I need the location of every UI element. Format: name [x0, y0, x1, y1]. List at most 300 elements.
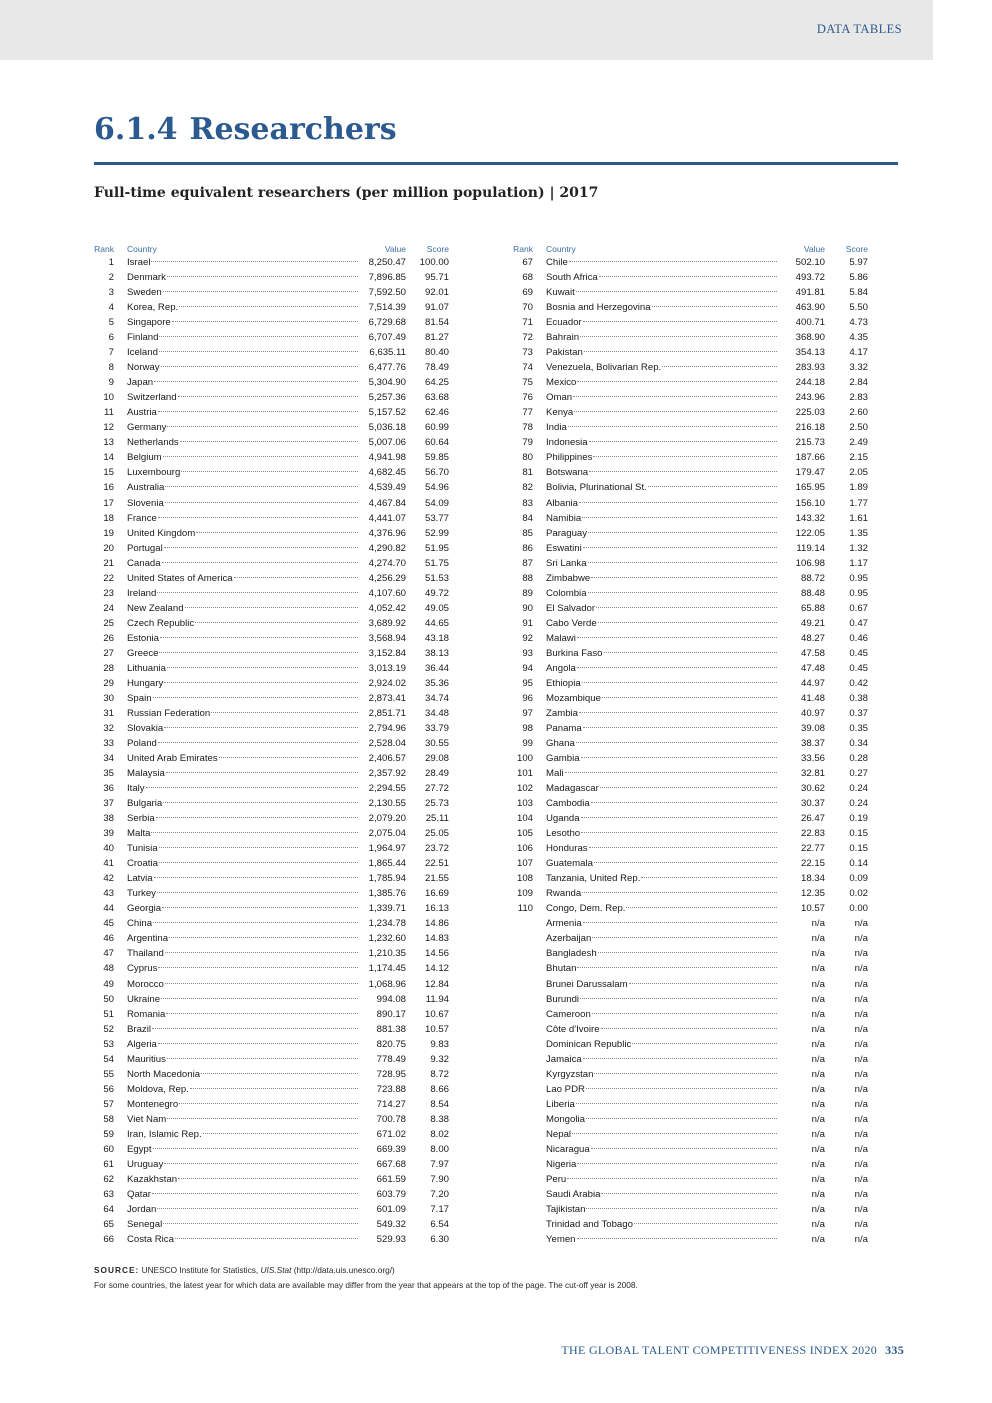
row-country: Chile — [546, 257, 568, 268]
row-rank: 32 — [103, 722, 114, 734]
table-row — [513, 1022, 868, 1037]
row-country: Pakistan — [546, 347, 583, 359]
row-value: n/a — [811, 978, 825, 990]
row-country-cell — [546, 1037, 777, 1052]
row-rank: 91 — [522, 617, 533, 629]
row-country: France — [127, 512, 157, 524]
row-value: 88.72 — [800, 572, 825, 584]
row-score: 81.27 — [424, 332, 449, 344]
row-rank — [513, 1172, 533, 1187]
row-score: 16.69 — [424, 888, 449, 900]
dot-leader — [569, 261, 777, 262]
dot-leader — [159, 336, 358, 337]
row-rank: 38 — [103, 813, 114, 825]
row-score: 92.01 — [424, 287, 449, 299]
row-score: 7.97 — [430, 1158, 449, 1170]
table-row — [513, 676, 868, 691]
row-value: 3,568.94 — [368, 632, 406, 644]
row-country-cell — [127, 330, 358, 345]
row-value: 601.09 — [376, 1203, 406, 1215]
row-country-cell — [127, 345, 358, 360]
row-country-cell — [546, 1232, 777, 1247]
table-row — [513, 1202, 868, 1217]
row-country: Armenia — [546, 918, 582, 930]
row-value: 88.48 — [800, 587, 825, 599]
dot-leader — [588, 532, 777, 533]
row-rank: 80 — [522, 452, 533, 464]
dot-leader — [201, 1073, 358, 1074]
table-row — [513, 541, 868, 556]
row-score: 33.79 — [424, 722, 449, 734]
row-country: Tunisia — [127, 843, 158, 855]
row-rank: 30 — [103, 692, 114, 704]
table-row — [513, 450, 868, 465]
row-country-cell — [127, 856, 358, 871]
dot-leader — [586, 1118, 777, 1119]
page-footer — [561, 1343, 904, 1358]
row-value: 12.35 — [800, 888, 825, 900]
row-value: 143.32 — [795, 512, 825, 524]
row-value: n/a — [811, 1083, 825, 1095]
dot-leader — [158, 1043, 358, 1044]
row-score: n/a — [854, 993, 868, 1005]
row-score: 2.05 — [849, 467, 868, 479]
table-row — [513, 330, 868, 345]
row-country-cell — [546, 1082, 777, 1097]
row-score: 0.45 — [849, 662, 868, 674]
row-country-cell — [546, 841, 777, 856]
dot-leader — [153, 922, 358, 923]
row-score: 59.85 — [424, 452, 449, 464]
table-row — [513, 661, 868, 676]
table-row — [513, 390, 868, 405]
row-score: 0.14 — [849, 858, 868, 870]
row-rank: 77 — [522, 407, 533, 419]
row-value: 44.97 — [800, 677, 825, 689]
footer-title: THE GLOBAL TALENT COMPETITIVENESS INDEX 2020 — [561, 1343, 878, 1357]
table-row — [513, 631, 868, 646]
dot-leader — [163, 1223, 358, 1224]
dot-leader — [632, 1043, 777, 1044]
row-country-cell — [546, 616, 777, 631]
dot-leader — [592, 1013, 777, 1014]
row-rank: 96 — [522, 692, 533, 704]
dot-leader — [572, 1133, 777, 1134]
row-rank: 51 — [103, 1008, 114, 1020]
row-rank: 6 — [108, 332, 114, 344]
row-rank: 65 — [103, 1219, 114, 1230]
row-country: Algeria — [127, 1038, 157, 1050]
row-rank: 1 — [108, 257, 114, 268]
row-score: 0.38 — [849, 692, 868, 704]
row-country: Ireland — [127, 587, 157, 599]
row-score: 52.99 — [424, 527, 449, 539]
row-score: n/a — [854, 1113, 868, 1125]
row-score: 0.45 — [849, 647, 868, 659]
row-country: Uganda — [546, 813, 580, 825]
row-country-cell — [127, 571, 358, 586]
row-score: 38.13 — [424, 647, 449, 659]
table-row — [94, 661, 449, 676]
row-country-cell — [127, 1172, 358, 1187]
table-row — [94, 345, 449, 360]
row-country-cell — [546, 826, 777, 841]
row-country: Lao PDR — [546, 1083, 585, 1095]
row-country-cell — [127, 661, 358, 676]
table-row — [94, 1187, 449, 1202]
dot-leader — [576, 742, 777, 743]
dot-leader — [158, 742, 358, 743]
dot-leader — [179, 306, 358, 307]
row-country-cell — [127, 541, 358, 556]
row-rank: 94 — [522, 662, 533, 674]
row-country: Iran, Islamic Rep. — [127, 1128, 202, 1140]
row-score: 56.70 — [424, 467, 449, 479]
dot-leader — [203, 1133, 358, 1134]
table-column-right — [513, 243, 868, 1247]
dot-leader — [164, 547, 358, 548]
row-score: 7.17 — [430, 1203, 449, 1215]
row-score: 0.35 — [849, 722, 868, 734]
row-score: 22.51 — [424, 858, 449, 870]
row-value: 493.72 — [795, 272, 825, 284]
row-country-cell — [546, 586, 777, 601]
row-country: Azerbaijan — [546, 933, 592, 945]
row-score: 9.83 — [430, 1038, 449, 1050]
row-rank: 31 — [103, 707, 114, 719]
row-score: 25.73 — [424, 798, 449, 810]
row-score: n/a — [854, 1234, 868, 1246]
row-country: Russian Federation — [127, 707, 211, 719]
row-country-cell — [546, 571, 777, 586]
table-row — [513, 1217, 868, 1232]
header-value: Value — [803, 244, 825, 254]
row-rank — [513, 1187, 533, 1202]
row-rank: 26 — [103, 632, 114, 644]
row-country-cell — [127, 1097, 358, 1112]
row-rank: 108 — [516, 873, 533, 885]
row-rank: 40 — [103, 843, 114, 855]
row-rank: 73 — [522, 347, 533, 359]
dot-leader — [181, 471, 358, 472]
row-value: 820.75 — [376, 1038, 406, 1050]
row-score: 54.09 — [424, 497, 449, 509]
table-row — [513, 270, 868, 285]
table-row — [94, 871, 449, 886]
row-country: Tajikistan — [546, 1203, 586, 1215]
row-value: 165.95 — [795, 482, 825, 494]
row-country-cell — [127, 1112, 358, 1127]
row-country: Serbia — [127, 813, 155, 825]
row-value: n/a — [811, 1173, 825, 1185]
dot-leader — [598, 952, 777, 953]
row-value: 30.37 — [800, 798, 825, 810]
row-country-cell — [127, 841, 358, 856]
row-score: n/a — [854, 1008, 868, 1020]
row-country: Morocco — [127, 978, 164, 990]
row-value: 2,794.96 — [368, 722, 406, 734]
row-score: 0.24 — [849, 798, 868, 810]
row-rank: 107 — [516, 858, 533, 870]
row-value: 700.78 — [376, 1113, 406, 1125]
row-country: United Arab Emirates — [127, 753, 218, 765]
row-score: 10.57 — [424, 1023, 449, 1035]
dot-leader — [154, 381, 358, 382]
row-value: n/a — [811, 1234, 825, 1246]
row-score: n/a — [854, 1158, 868, 1170]
row-country: New Zealand — [127, 602, 184, 614]
row-rank: 29 — [103, 677, 114, 689]
dot-leader — [160, 637, 358, 638]
dot-leader — [157, 892, 358, 893]
table-row — [513, 435, 868, 450]
row-score: n/a — [854, 1068, 868, 1080]
row-score: 0.47 — [849, 617, 868, 629]
row-value: 22.15 — [800, 858, 825, 870]
table-row — [513, 856, 868, 871]
dot-leader — [579, 712, 777, 713]
row-rank — [513, 1232, 533, 1247]
row-value: 4,107.60 — [368, 587, 406, 599]
dot-leader — [634, 1223, 777, 1224]
row-score: 14.56 — [424, 948, 449, 960]
row-country-cell — [546, 796, 777, 811]
row-score: 0.09 — [849, 873, 868, 885]
table-row — [513, 496, 868, 511]
dot-leader — [577, 637, 777, 638]
row-country-cell — [546, 1007, 777, 1022]
row-rank — [513, 992, 533, 1007]
row-value: 728.95 — [376, 1068, 406, 1080]
row-country: Thailand — [127, 948, 164, 960]
header-country: Country — [546, 244, 576, 254]
row-value: 5,257.36 — [368, 392, 406, 404]
row-country: Eswatini — [546, 542, 582, 554]
dot-leader — [589, 441, 777, 442]
row-rank: 28 — [103, 662, 114, 674]
row-score: 4.35 — [849, 332, 868, 344]
table-row — [94, 1112, 449, 1127]
row-value: n/a — [811, 1128, 825, 1140]
row-value: 5,304.90 — [368, 377, 406, 389]
row-country-cell — [127, 992, 358, 1007]
table-row — [94, 1217, 449, 1232]
row-value: 41.48 — [800, 692, 825, 704]
dot-leader — [161, 998, 358, 999]
row-rank: 41 — [103, 858, 114, 870]
row-country-cell — [546, 360, 777, 375]
table-row — [513, 811, 868, 826]
table-row — [513, 300, 868, 315]
row-country-cell — [546, 1187, 777, 1202]
row-country: Brazil — [127, 1023, 151, 1035]
row-score: 16.13 — [424, 903, 449, 915]
row-country-cell — [546, 315, 777, 330]
row-country: Nigeria — [546, 1158, 577, 1170]
row-score: 7.20 — [430, 1188, 449, 1200]
row-country-cell — [127, 1217, 358, 1232]
row-rank: 36 — [103, 783, 114, 795]
row-value: 1,865.44 — [368, 858, 406, 870]
row-country-cell — [127, 1232, 358, 1247]
dot-leader — [158, 411, 358, 412]
dot-leader — [583, 321, 777, 322]
row-rank: 37 — [103, 798, 114, 810]
row-country-cell — [127, 511, 358, 526]
table-row — [94, 330, 449, 345]
table-row — [94, 1067, 449, 1082]
row-country-cell — [127, 946, 358, 961]
table-row — [94, 1202, 449, 1217]
row-rank — [513, 1082, 533, 1097]
row-country-cell — [127, 375, 358, 390]
row-rank: 20 — [103, 542, 114, 554]
row-score: n/a — [854, 948, 868, 960]
dot-leader — [158, 517, 358, 518]
row-rank: 46 — [103, 933, 114, 945]
row-country-cell — [546, 345, 777, 360]
row-country-cell — [546, 435, 777, 450]
source-text: UNESCO Institute for Statistics, — [141, 1265, 259, 1275]
row-country-cell — [127, 1127, 358, 1142]
row-country: United States of America — [127, 572, 233, 584]
header-score: Score — [845, 244, 868, 254]
row-score: 2.15 — [849, 452, 868, 464]
row-country-cell — [127, 961, 358, 976]
row-rank: 47 — [103, 948, 114, 960]
dot-leader — [165, 952, 358, 953]
dot-leader — [167, 426, 358, 427]
row-rank: 103 — [516, 798, 533, 810]
row-value: n/a — [811, 963, 825, 975]
row-country-cell — [127, 601, 358, 616]
row-score: 0.24 — [849, 783, 868, 795]
source-url: (http://data.uis.unesco.org/) — [293, 1265, 395, 1275]
row-rank — [513, 1127, 533, 1142]
dot-leader — [596, 607, 777, 608]
row-country-cell — [546, 811, 777, 826]
row-value: n/a — [811, 918, 825, 930]
row-rank — [513, 1067, 533, 1082]
row-value: n/a — [811, 1188, 825, 1200]
row-score: 49.05 — [424, 602, 449, 614]
dot-leader — [579, 502, 777, 503]
row-country-cell — [546, 270, 777, 285]
row-country-cell — [546, 526, 777, 541]
row-country: Qatar — [127, 1188, 151, 1200]
row-rank: 4 — [108, 302, 114, 314]
row-value: 994.08 — [376, 993, 406, 1005]
dot-leader — [163, 456, 358, 457]
header-rank: Rank — [94, 244, 114, 254]
row-rank: 58 — [103, 1113, 114, 1125]
dot-leader — [582, 892, 777, 893]
row-rank: 24 — [103, 602, 114, 614]
row-country: Malawi — [546, 632, 576, 644]
dot-leader — [604, 652, 777, 653]
row-score: 78.49 — [424, 362, 449, 374]
dot-leader — [565, 772, 777, 773]
table-row — [513, 1232, 868, 1247]
row-country: Austria — [127, 407, 157, 419]
row-country: Slovakia — [127, 722, 164, 734]
table-row — [513, 465, 868, 480]
row-score: 51.75 — [424, 557, 449, 569]
page-title — [94, 112, 397, 147]
row-rank: 54 — [103, 1053, 114, 1065]
table-row — [513, 1082, 868, 1097]
dot-leader — [219, 757, 358, 758]
row-score: 25.11 — [425, 813, 449, 825]
row-score: 60.99 — [424, 422, 449, 434]
table-row — [513, 961, 868, 976]
row-country: Czech Republic — [127, 617, 195, 629]
row-score: 8.66 — [430, 1083, 449, 1095]
row-score: 1.35 — [849, 527, 868, 539]
row-country: Ghana — [546, 738, 575, 749]
row-country: Saudi Arabia — [546, 1188, 601, 1200]
row-country-cell — [127, 977, 358, 992]
dot-leader — [652, 306, 777, 307]
table-row — [513, 1172, 868, 1187]
row-country: Slovenia — [127, 497, 164, 509]
row-country-cell — [127, 1157, 358, 1172]
row-country-cell — [127, 300, 358, 315]
row-rank: 18 — [103, 512, 114, 524]
table-row — [513, 796, 868, 811]
row-rank: 87 — [522, 557, 533, 569]
row-score: 2.49 — [849, 437, 868, 449]
row-rank — [513, 1052, 533, 1067]
row-country-cell — [546, 1202, 777, 1217]
row-score: 2.50 — [849, 422, 868, 434]
row-value: 179.47 — [795, 467, 825, 479]
row-country-cell — [127, 420, 358, 435]
dot-leader — [602, 697, 777, 698]
row-country: Dominican Republic — [546, 1038, 632, 1050]
row-score: 0.95 — [849, 587, 868, 599]
row-value: 4,941.98 — [368, 452, 406, 464]
row-country: Panama — [546, 722, 582, 734]
table-row — [513, 977, 868, 992]
row-country: Jamaica — [546, 1053, 582, 1065]
dot-leader — [172, 321, 358, 322]
table-row — [94, 781, 449, 796]
row-value: 33.56 — [800, 753, 825, 765]
dot-leader — [178, 1178, 358, 1179]
row-country: Ecuador — [546, 317, 582, 329]
table-row — [94, 901, 449, 916]
row-rank: 101 — [516, 768, 533, 780]
table-row — [513, 586, 868, 601]
row-country-cell — [127, 556, 358, 571]
row-country-cell — [546, 390, 777, 405]
dot-leader — [151, 832, 358, 833]
dot-leader — [164, 727, 358, 728]
row-country: Albania — [546, 497, 579, 509]
dot-leader — [589, 847, 777, 848]
row-country: Montenegro — [127, 1098, 179, 1110]
row-score: 28.49 — [424, 768, 449, 780]
dot-leader — [591, 802, 777, 803]
row-country: Mexico — [546, 377, 577, 389]
table-row — [94, 766, 449, 781]
dot-leader — [169, 937, 358, 938]
row-value: 1,964.97 — [368, 843, 406, 855]
row-country-cell — [127, 1187, 358, 1202]
dot-leader — [626, 907, 777, 908]
row-value: 6,707.49 — [368, 332, 406, 344]
